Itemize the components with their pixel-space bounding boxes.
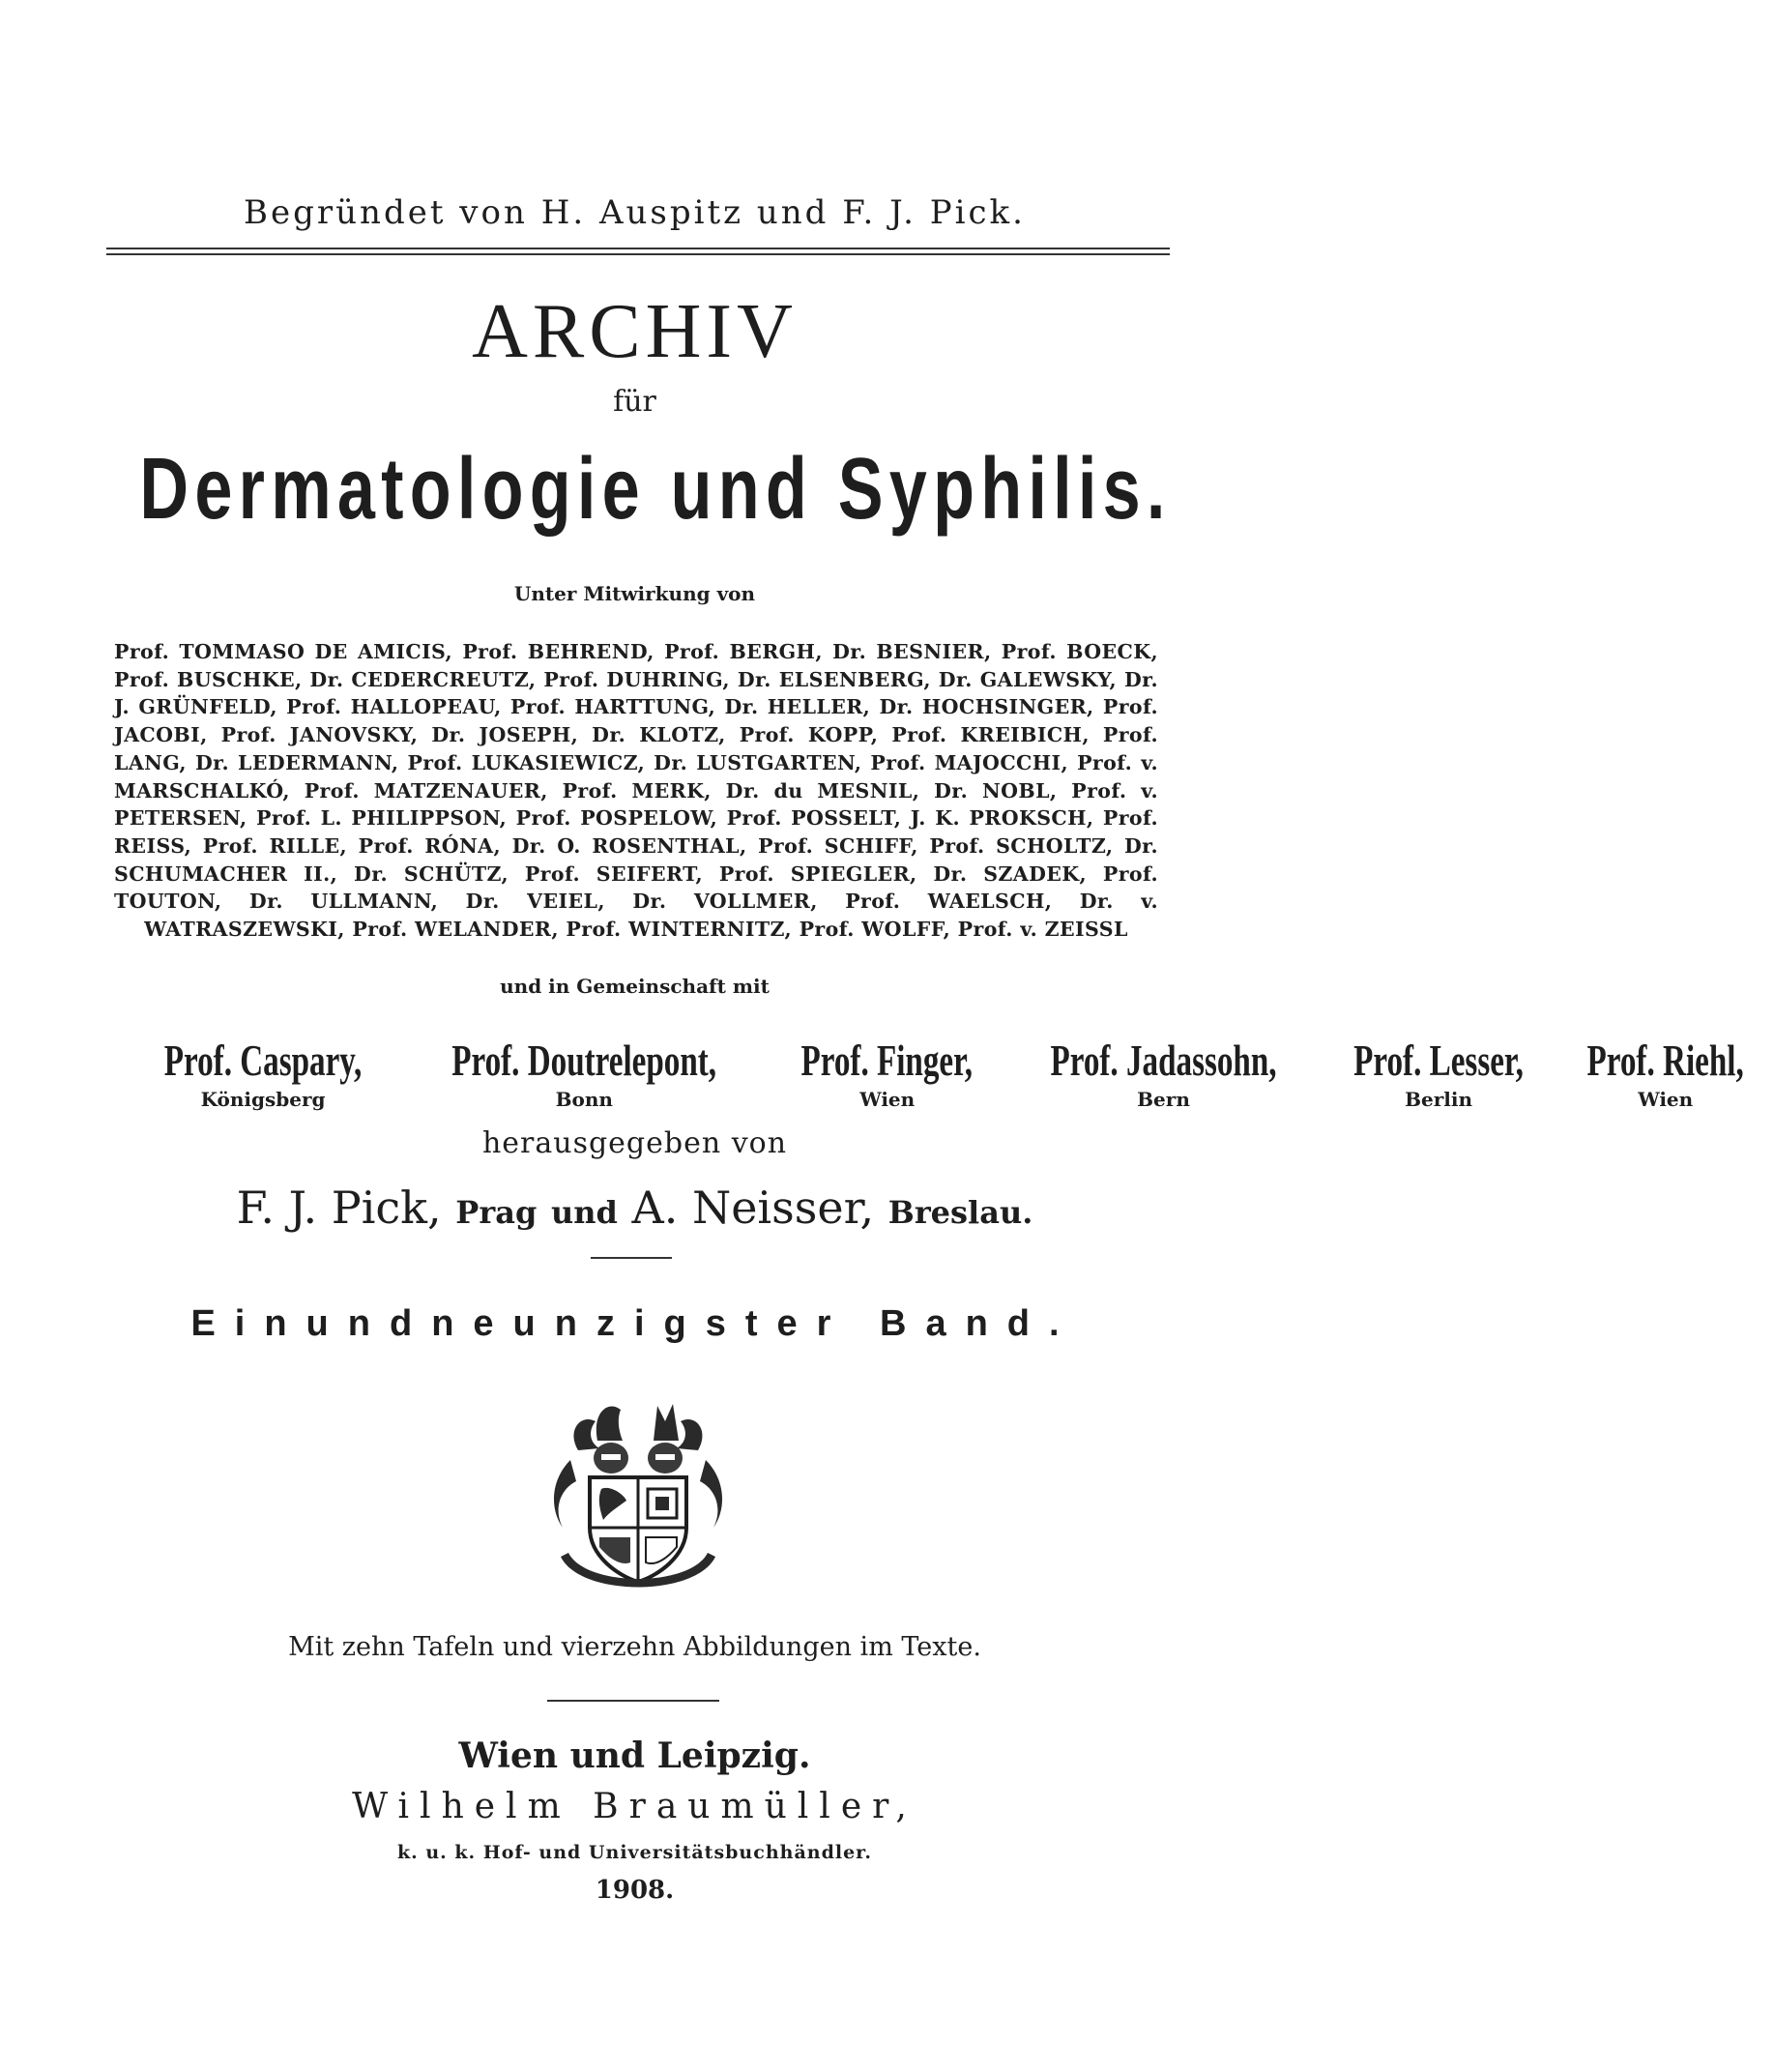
editor-city: Wien: [859, 1088, 916, 1111]
publisher-title: k. u. k. Hof- und Universitätsbuchhändler.: [396, 1842, 873, 1863]
editor-city: Berlin: [1405, 1088, 1472, 1111]
editor-lesser: [1321, 1035, 1556, 1111]
publisher-und: und: [550, 1194, 618, 1231]
divider-long: [547, 1700, 719, 1702]
publication-year: 1908.: [595, 1876, 675, 1905]
double-rule-top: [106, 248, 1170, 249]
editor-jadassohn: [1006, 1035, 1321, 1111]
editor-city: Wien: [1638, 1088, 1694, 1111]
cooperation-intro: Unter Mitwirkung von: [513, 582, 756, 605]
editor-finger: [768, 1035, 1006, 1111]
publisher-neisser: A. Neisser,: [631, 1182, 875, 1234]
editor-name: Prof. Finger,: [800, 1036, 974, 1085]
editor-city: Königsberg: [200, 1088, 326, 1111]
editor-name: Prof. Caspary,: [163, 1036, 363, 1085]
published-by: herausgegeben von: [481, 1126, 788, 1160]
community-intro: und in Gemeinschaft mit: [500, 975, 770, 998]
divider-short: [591, 1257, 672, 1259]
plates-note: Mit zehn Tafeln und vierzehn Abbildungen im Texte.: [288, 1632, 981, 1662]
editor-name: Prof. Jadassohn,: [1050, 1036, 1277, 1085]
coat-of-arms-emblem: [541, 1392, 735, 1605]
double-rule-bottom: [106, 253, 1170, 255]
editor-name: Prof. Doutrelepont,: [451, 1036, 717, 1085]
title-fuer: für: [613, 385, 656, 419]
publisher-neisser-city: Breslau.: [887, 1194, 1033, 1231]
editor-riehl: [1556, 1035, 1774, 1111]
editor-doutrelepont: [400, 1035, 768, 1111]
publisher-house: Wilhelm Braumüller,: [352, 1787, 917, 1826]
contributors-list: Prof. TOMMASO DE AMICIS, Prof. BEHREND, Prof. BERGH, Dr. BESNIER, Prof. BOECK, Prof. BUSCHKE, Dr. CEDERCREUTZ, Prof. DUHRING, Dr. ELSENBERG, Dr. GALEWSKY, Dr. J. GRÜNFELD, Prof. HALLOPEAU, Prof. HARTTUNG, Dr. HELLER, Dr. HOCHSINGER, Prof. JACOBI, Prof. JANOVSKY, Dr. JOSEPH, Dr. KLOTZ, Prof. KOPP, Prof. KREIBICH, Prof. LANG, Dr. LEDERMANN, Prof. LUKASIEWICZ, Dr. LUSTGARTEN, Prof. MAJOCCHI, Prof. v. MARSCHALKÓ, Prof. MATZENAUER, Prof. MERK, Dr. du MESNIL, Dr. NOBL, Prof. v. PETERSEN, Prof. L. PHILIPPSON, Prof. POSPELOW, Prof. POSSELT, J. K. PROKSCH, Prof. REISS, Prof. RILLE, Prof. RÓNA, Dr. O. ROSENTHAL, Prof. SCHIFF, Prof. SCHOLTZ, Dr. SCHUMACHER II., Dr. SCHÜTZ, Prof. SEIFERT, Prof. SPIEGLER, Dr. SZADEK, Prof. TOUTON, Dr. ULLMANN, Dr. VEIEL, Dr. VOLLMER, Prof. WAELSCH, Dr. v. WATRASZEWSKI, Prof. WELANDER, Prof. WINTERNITZ, Prof. WOLFF, Prof. v. ZEISSL: [114, 640, 1158, 942]
title-archiv: ARCHIV: [472, 289, 798, 374]
editor-name: Prof. Lesser,: [1353, 1036, 1524, 1085]
publisher-pick-city: Prag: [455, 1194, 538, 1231]
editor-caspary: [126, 1035, 400, 1111]
publisher-pick: F. J. Pick,: [236, 1182, 442, 1234]
editors-row: [126, 1035, 1744, 1111]
title-dermatologie: Dermatologie und Syphilis.: [139, 441, 1172, 538]
editor-city: Bern: [1137, 1088, 1190, 1111]
editor-city: Bonn: [555, 1088, 613, 1111]
founded-line: Begründet von H. Auspitz und F. J. Pick.: [244, 193, 1026, 232]
publishers-line: [0, 1182, 1269, 1234]
place-line: Wien und Leipzig.: [458, 1736, 811, 1776]
volume-title: Einundneunzigster Band.: [190, 1303, 1079, 1344]
editor-name: Prof. Riehl,: [1586, 1036, 1744, 1085]
